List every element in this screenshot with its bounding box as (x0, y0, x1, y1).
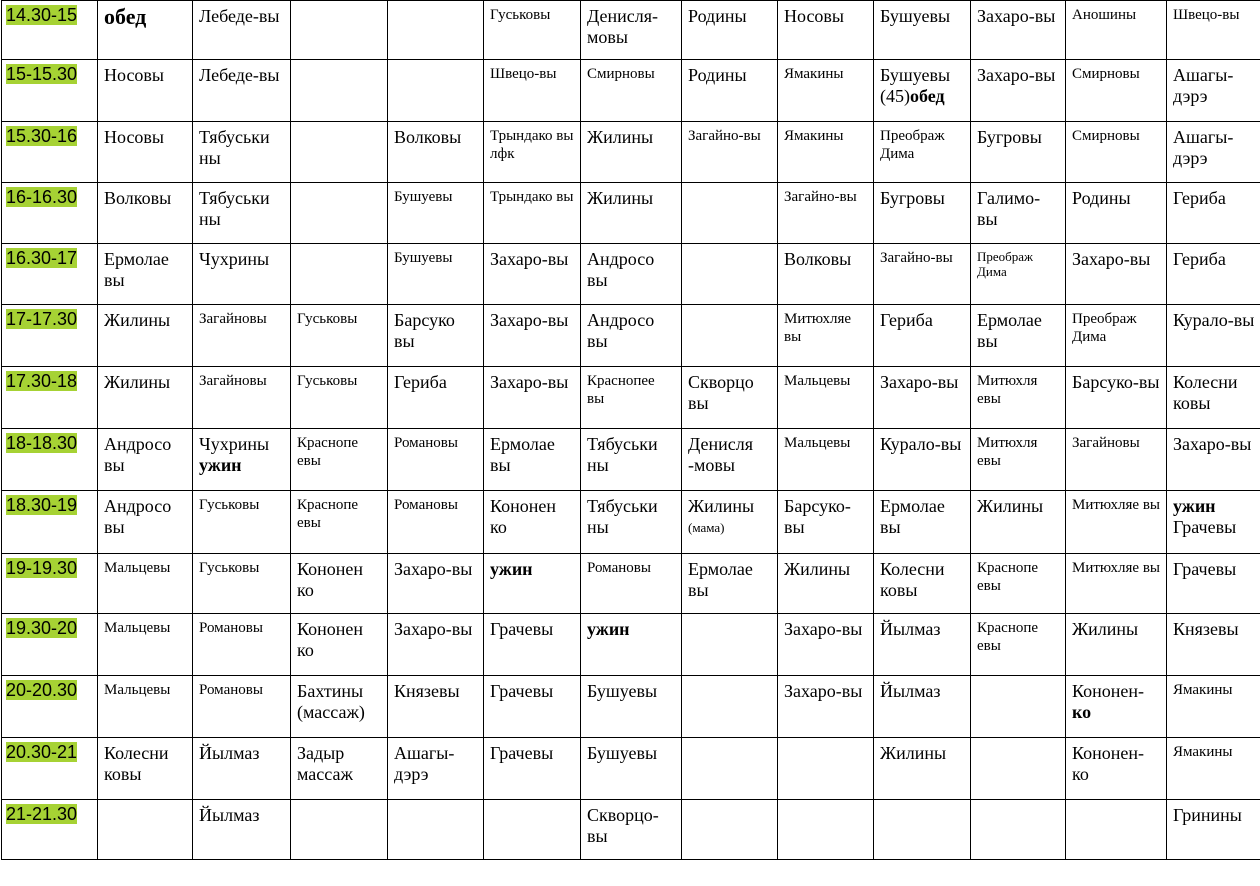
table-cell: Захаро-вы (971, 1, 1066, 60)
table-cell (682, 676, 778, 738)
table-cell: Краснопе евы (971, 554, 1066, 614)
table-cell: Ермолае вы (98, 244, 193, 305)
table-cell: Колесни ковы (874, 554, 971, 614)
table-cell: Митюхля евы (971, 429, 1066, 491)
table-cell: Кононен ко (484, 491, 581, 554)
table-cell: Преображ Дима (1066, 305, 1167, 367)
table-cell: Тябуськи ны (193, 183, 291, 244)
table-cell: Галимо-вы (971, 183, 1066, 244)
table-cell (291, 800, 388, 860)
time-cell: 16-16.30 (2, 183, 98, 244)
table-row (2, 244, 1260, 305)
table-row (2, 676, 1260, 738)
table-cell: Жилины (778, 554, 874, 614)
table-cell: Загайновы (193, 305, 291, 367)
table-cell: Чухрины ужин (193, 429, 291, 491)
table-cell: Загайно-вы (874, 244, 971, 305)
table-cell: Гериба (874, 305, 971, 367)
table-cell: Барсуко-вы (1066, 367, 1167, 429)
table-cell: Князевы (388, 676, 484, 738)
table-cell: Захаро-вы (1167, 429, 1260, 491)
table-cell: Загайно-вы (682, 122, 778, 183)
table-cell: Жилины (1066, 614, 1167, 676)
table-cell: Грачевы (484, 738, 581, 800)
table-cell: Гериба (1167, 244, 1260, 305)
table-cell: Волковы (98, 183, 193, 244)
time-cell: 18-18.30 (2, 429, 98, 491)
table-cell: Смирновы (581, 60, 682, 122)
table-cell: Ямакины (778, 122, 874, 183)
table-cell: Гуськовы (291, 367, 388, 429)
time-cell: 19-19.30 (2, 554, 98, 614)
table-cell (682, 305, 778, 367)
table-cell: Барсуко-вы (778, 491, 874, 554)
table-cell: Гуськовы (291, 305, 388, 367)
table-cell: Колесни ковы (1167, 367, 1260, 429)
table-cell: Мальцевы (98, 614, 193, 676)
table-cell: Ермолае вы (971, 305, 1066, 367)
table-cell (682, 614, 778, 676)
table-cell: Курало-вы (874, 429, 971, 491)
table-cell: Андросо вы (98, 429, 193, 491)
table-cell: Кононен ко (291, 554, 388, 614)
table-cell: ужин Грачевы (1167, 491, 1260, 554)
table-cell: Ашагы-дэрэ (1167, 60, 1260, 122)
table-row (2, 60, 1260, 122)
time-cell: 17-17.30 (2, 305, 98, 367)
table-cell: Жилины (581, 183, 682, 244)
table-cell (388, 60, 484, 122)
schedule-table (1, 0, 1260, 860)
note-text: (мама) (688, 520, 725, 535)
table-cell: Йылмаз (193, 738, 291, 800)
time-cell: 17.30-18 (2, 367, 98, 429)
table-cell: Преображ Дима (971, 244, 1066, 305)
table-cell: ужин (581, 614, 682, 676)
table-cell: обед (98, 1, 193, 60)
time-cell: 19.30-20 (2, 614, 98, 676)
table-cell: Бушуевы (388, 244, 484, 305)
table-cell: Захаро-вы (1066, 244, 1167, 305)
table-row (2, 429, 1260, 491)
time-cell: 15.30-16 (2, 122, 98, 183)
table-cell (388, 1, 484, 60)
table-cell: Митюхляе вы (1066, 554, 1167, 614)
table-row (2, 491, 1260, 554)
table-cell: Жилины (мама) (682, 491, 778, 554)
table-cell (778, 738, 874, 800)
meal-mark: обед (910, 86, 945, 106)
table-cell: Бушуевы (874, 1, 971, 60)
table-cell: Захаро-вы (484, 367, 581, 429)
table-cell: Бушуевы (581, 676, 682, 738)
table-cell: Краснопе евы (971, 614, 1066, 676)
table-cell (291, 1, 388, 60)
time-cell: 16.30-17 (2, 244, 98, 305)
table-cell (682, 800, 778, 860)
table-cell: Тябуськи ны (581, 429, 682, 491)
table-cell (682, 244, 778, 305)
table-cell: Барсуко вы (388, 305, 484, 367)
table-cell: Бугровы (874, 183, 971, 244)
table-cell (1066, 800, 1167, 860)
table-cell (291, 183, 388, 244)
table-cell: Романовы (388, 491, 484, 554)
table-row (2, 367, 1260, 429)
table-cell: Носовы (778, 1, 874, 60)
table-cell: Родины (682, 1, 778, 60)
table-cell: Лебеде-вы (193, 1, 291, 60)
table-cell: Скворцо-вы (581, 800, 682, 860)
table-cell: Митюхляе вы (1066, 491, 1167, 554)
table-cell: Краснопе евы (291, 491, 388, 554)
table-cell (291, 122, 388, 183)
table-cell: Гуськовы (193, 554, 291, 614)
table-cell: Романовы (193, 676, 291, 738)
table-cell (778, 800, 874, 860)
time-cell: 14.30-15 (2, 1, 98, 60)
table-cell: Лебеде-вы (193, 60, 291, 122)
table-cell: Смирновы (1066, 122, 1167, 183)
table-cell: Мальцевы (778, 367, 874, 429)
table-cell: Андросо вы (581, 305, 682, 367)
table-cell (682, 183, 778, 244)
table-cell: Краснопее вы (581, 367, 682, 429)
table-cell: Тябуськи ны (581, 491, 682, 554)
table-cell: Захаро-вы (388, 614, 484, 676)
table-row (2, 800, 1260, 860)
table-cell: Ямакины (1167, 676, 1260, 738)
table-cell: Аношины (1066, 1, 1167, 60)
table-cell: Загайно-вы (778, 183, 874, 244)
table-cell: Романовы (193, 614, 291, 676)
table-cell: Ашагы-дэрэ (388, 738, 484, 800)
table-cell: Ермолае вы (682, 554, 778, 614)
table-cell: Грачевы (1167, 554, 1260, 614)
table-cell: Швецо-вы (1167, 1, 1260, 60)
table-cell: Митюхля евы (971, 367, 1066, 429)
table-cell: Носовы (98, 122, 193, 183)
table-cell: Гуськовы (484, 1, 581, 60)
table-cell: Чухрины (193, 244, 291, 305)
table-cell: Бугровы (971, 122, 1066, 183)
table-cell: ужин (484, 554, 581, 614)
table-cell: Жилины (971, 491, 1066, 554)
table-cell: Кононен- ко (1066, 676, 1167, 738)
table-cell: Ермолае вы (874, 491, 971, 554)
table-cell (388, 800, 484, 860)
time-cell: 15-15.30 (2, 60, 98, 122)
table-cell (484, 800, 581, 860)
table-cell: Загайновы (1066, 429, 1167, 491)
table-cell: Андросо вы (581, 244, 682, 305)
table-cell: Родины (682, 60, 778, 122)
table-cell: Краснопе евы (291, 429, 388, 491)
table-cell (971, 738, 1066, 800)
table-cell: Денисля -мовы (682, 429, 778, 491)
table-row (2, 122, 1260, 183)
table-cell (98, 800, 193, 860)
table-cell: Жилины (581, 122, 682, 183)
table-cell: Гериба (388, 367, 484, 429)
table-row (2, 183, 1260, 244)
table-cell: Трындако вы лфк (484, 122, 581, 183)
table-cell: Волковы (388, 122, 484, 183)
table-row (2, 614, 1260, 676)
table-cell (971, 676, 1066, 738)
table-cell: Романовы (388, 429, 484, 491)
table-cell: Волковы (778, 244, 874, 305)
table-cell: Андросо вы (98, 491, 193, 554)
table-cell: Мальцевы (778, 429, 874, 491)
table-cell: Гринины (1167, 800, 1260, 860)
table-cell: Жилины (98, 367, 193, 429)
time-cell: 20.30-21 (2, 738, 98, 800)
table-cell: Ямакины (1167, 738, 1260, 800)
table-row (2, 305, 1260, 367)
table-cell: Митюхляе вы (778, 305, 874, 367)
time-cell: 21-21.30 (2, 800, 98, 860)
table-cell: Ашагы-дэрэ (1167, 122, 1260, 183)
time-cell: 18.30-19 (2, 491, 98, 554)
meal-mark: ужин (1173, 496, 1216, 516)
table-cell (682, 738, 778, 800)
table-cell: Грачевы (484, 614, 581, 676)
table-cell: Задыр массаж (291, 738, 388, 800)
table-cell: Колесни ковы (98, 738, 193, 800)
table-cell: Бушуевы (388, 183, 484, 244)
table-cell: Швецо-вы (484, 60, 581, 122)
table-cell: Мальцевы (98, 554, 193, 614)
table-cell: Захаро-вы (778, 676, 874, 738)
table-cell: Йылмаз (193, 800, 291, 860)
table-cell: Захаро-вы (484, 244, 581, 305)
table-cell (971, 800, 1066, 860)
table-cell: Гериба (1167, 183, 1260, 244)
table-cell: Родины (1066, 183, 1167, 244)
table-cell: Бушуевы (581, 738, 682, 800)
table-cell (291, 244, 388, 305)
table-cell: Трындако вы (484, 183, 581, 244)
table-row (2, 554, 1260, 614)
table-cell: Бушуевы (45)обед (874, 60, 971, 122)
schedule-body (2, 1, 1260, 860)
name-suffix: ко (1072, 702, 1092, 722)
table-cell: Ямакины (778, 60, 874, 122)
time-cell: 20-20.30 (2, 676, 98, 738)
table-cell: Захаро-вы (874, 367, 971, 429)
table-cell: Захаро-вы (971, 60, 1066, 122)
table-cell: Грачевы (484, 676, 581, 738)
table-cell: Йылмаз (874, 614, 971, 676)
table-cell: Носовы (98, 60, 193, 122)
table-row (2, 738, 1260, 800)
table-cell (874, 800, 971, 860)
table-cell: Кононен ко (291, 614, 388, 676)
table-cell: Князевы (1167, 614, 1260, 676)
table-cell: Преображ Дима (874, 122, 971, 183)
table-cell: Йылмаз (874, 676, 971, 738)
table-cell: Тябуськи ны (193, 122, 291, 183)
table-cell: Курало-вы (1167, 305, 1260, 367)
table-cell: Захаро-вы (778, 614, 874, 676)
table-cell: Мальцевы (98, 676, 193, 738)
table-cell: Кононен-ко (1066, 738, 1167, 800)
table-cell: Денисля-мовы (581, 1, 682, 60)
meal-mark: ужин (199, 455, 242, 475)
table-cell (291, 60, 388, 122)
table-cell: Ермолае вы (484, 429, 581, 491)
table-cell: Романовы (581, 554, 682, 614)
table-cell: Жилины (98, 305, 193, 367)
table-cell: Захаро-вы (484, 305, 581, 367)
table-cell: Смирновы (1066, 60, 1167, 122)
table-cell: Загайновы (193, 367, 291, 429)
table-cell: Захаро-вы (388, 554, 484, 614)
table-cell: Гуськовы (193, 491, 291, 554)
table-row (2, 1, 1260, 60)
table-cell: Скворцо вы (682, 367, 778, 429)
table-cell: Бахтины (массаж) (291, 676, 388, 738)
table-cell: Жилины (874, 738, 971, 800)
